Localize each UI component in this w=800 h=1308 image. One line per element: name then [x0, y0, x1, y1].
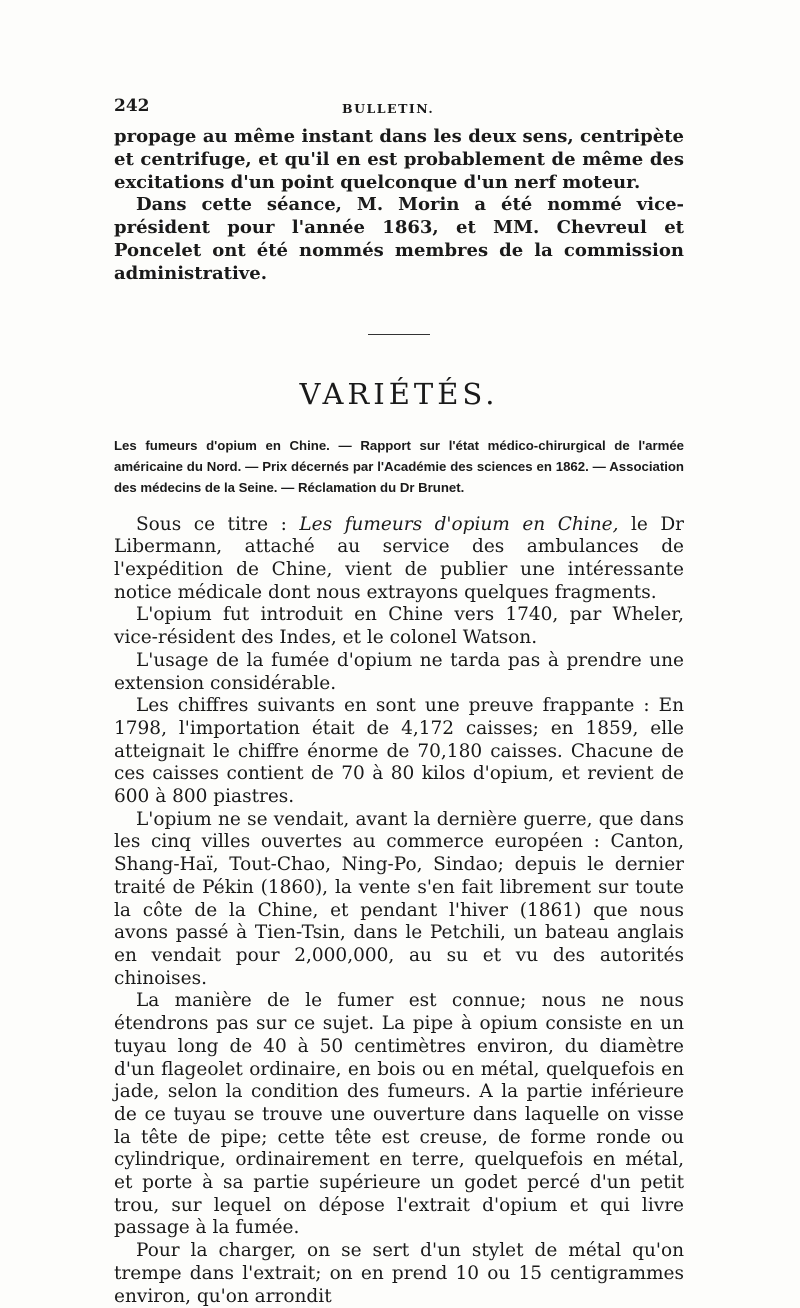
paragraph: Les chiffres suivants en sont une preuve frappante : En 1798, l'importation était de 4,172 caisses; en 1859, elle atteignait le chiffre énorme de 70,180 caisses. Chacune de ces caisses contient de 70 à 80 kilos d'opium, et revient de 600 à 800 piastres. [114, 695, 684, 808]
section-divider [368, 334, 430, 335]
paragraph: La manière de le fumer est connue; nous ne nous étendrons pas sur ce sujet. La pipe à opium consiste en un tuyau long de 40 à 50 centimètres environ, du diamètre d'un flageolet ordinaire, en bois ou en métal, quelquefois en jade, selon la condition des fumeurs. A la partie inférieure de ce tuyau se trouve une ouverture dans laquelle on visse la tête de pipe; cette tête est creuse, de forme ronde ou cylindrique, ordinairement en terre, quelquefois en métal, et porte à sa partie supérieure un godet percé d'un petit trou, sur lequel on dépose l'extrait d'opium et qui livre passage à la fumée. [114, 990, 684, 1239]
paragraph: propage au même instant dans les deux sens, centripète et centrifuge, et qu'il en est probablement de même des excitations d'un point quelconque d'un nerf moteur. [114, 126, 684, 193]
page-header [114, 96, 684, 126]
continued-text [114, 126, 684, 286]
paragraph: Pour la charger, on se sert d'un stylet de métal qu'on trempe dans l'extrait; on en prend 10 ou 15 centigrammes environ, qu'on arrondit [114, 1240, 684, 1307]
document-page [114, 96, 684, 1308]
intro-rest: le Dr Libermann, attaché au service des ambulances de l'expédition de Chine, vient de publier une intéressante notice médicale dont nous extrayons quelques fragments. [114, 513, 684, 603]
running-head: BULLETIN. [342, 101, 435, 116]
section-title: VARIÉTÉS. [299, 376, 499, 411]
article-body [114, 514, 684, 1308]
paragraph: L'opium fut introduit en Chine vers 1740, par Wheler, vice-résident des Indes, et le colonel Watson. [114, 604, 684, 649]
paragraph: Dans cette séance, M. Morin a été nommé vice-président pour l'année 1863, et MM. Chevreul et Poncelet ont été nommés membres de la commission administrative. [114, 194, 684, 284]
cited-title: Les fumeurs d'opium en Chine, [299, 513, 619, 535]
intro-paragraph [114, 514, 684, 605]
paragraph: L'opium ne se vendait, avant la dernière guerre, que dans les cinq villes ouvertes au commerce européen : Canton, Shang-Haï, Tout-Chao, Ning-Po, Sindao; depuis le dernier traité de Pékin (1860), la vente s'en fait librement sur toute la côte de la Chine, et pendant l'hiver (1861) que nous avons passé à Tien-Tsin, dans le Petchili, un bateau anglais en vendait pour 2,000,000, au su et vu des autorités chinoises. [114, 808, 684, 989]
section-summary: Les fumeurs d'opium en Chine. — Rapport sur l'état médico-chirurgical de l'armée américaine du Nord. — Prix décernés par l'Académie des sciences en 1862. — Association des médecins de la Seine. — Réclamation du Dr Brunet. [114, 437, 684, 495]
page-number: 242 [114, 96, 150, 116]
intro-lead: Sous ce titre : [136, 513, 300, 535]
paragraph: L'usage de la fumée d'opium ne tarda pas à prendre une extension considérable. [114, 649, 684, 694]
